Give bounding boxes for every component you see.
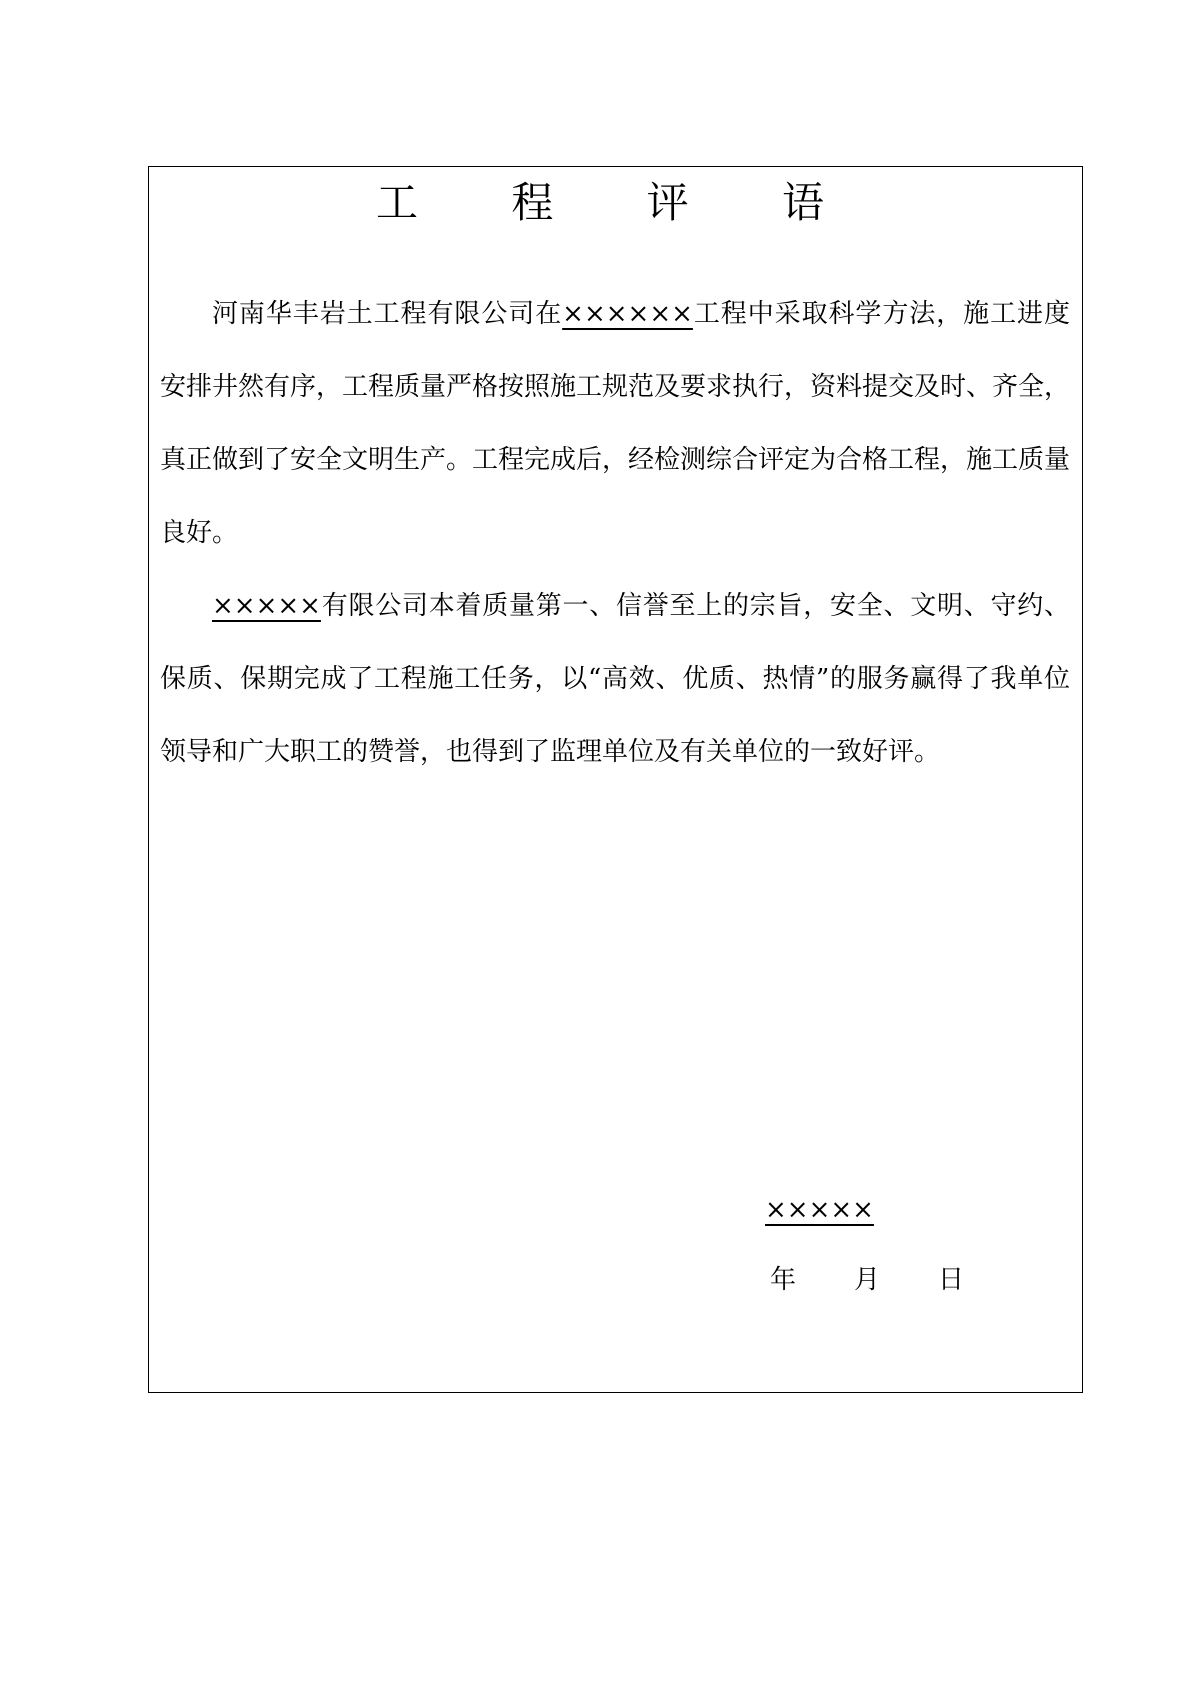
paragraph-1: [160, 278, 1070, 570]
company-name-placeholder: ×××××: [212, 591, 321, 621]
year-label: 年: [770, 1265, 797, 1295]
paragraph-1-suffix: 工程中采取科学方法，施工进度安排井然有序，工程质量严格按照施工规范及要求执行，资料提交及时、齐全，真正做到了安全文明生产。工程完成后，经检测综合评定为合格工程，施工质量良好。: [160, 299, 1071, 548]
project-name-placeholder: ××××××: [562, 299, 693, 329]
document-title: 工 程 评 语: [375, 178, 865, 227]
paragraph-1-prefix: 河南华丰岩土工程有限公司在: [212, 299, 563, 329]
month-label: 月: [854, 1265, 881, 1295]
paragraph-2-suffix: 有限公司本着质量第一、信誉至上的宗旨，安全、文明、守约、保质、保期完成了工程施工任务，以“高效、优质、热情”的服务赢得了我单位领导和广大职工的赞誉，也得到了监理单位及有关单位的一致好评。: [160, 591, 1070, 767]
document-body: [160, 278, 1070, 789]
date-line: [770, 1262, 964, 1298]
signature-placeholder: ×××××: [765, 1195, 874, 1225]
paragraph-2: [160, 570, 1070, 789]
day-label: 日: [938, 1265, 965, 1295]
